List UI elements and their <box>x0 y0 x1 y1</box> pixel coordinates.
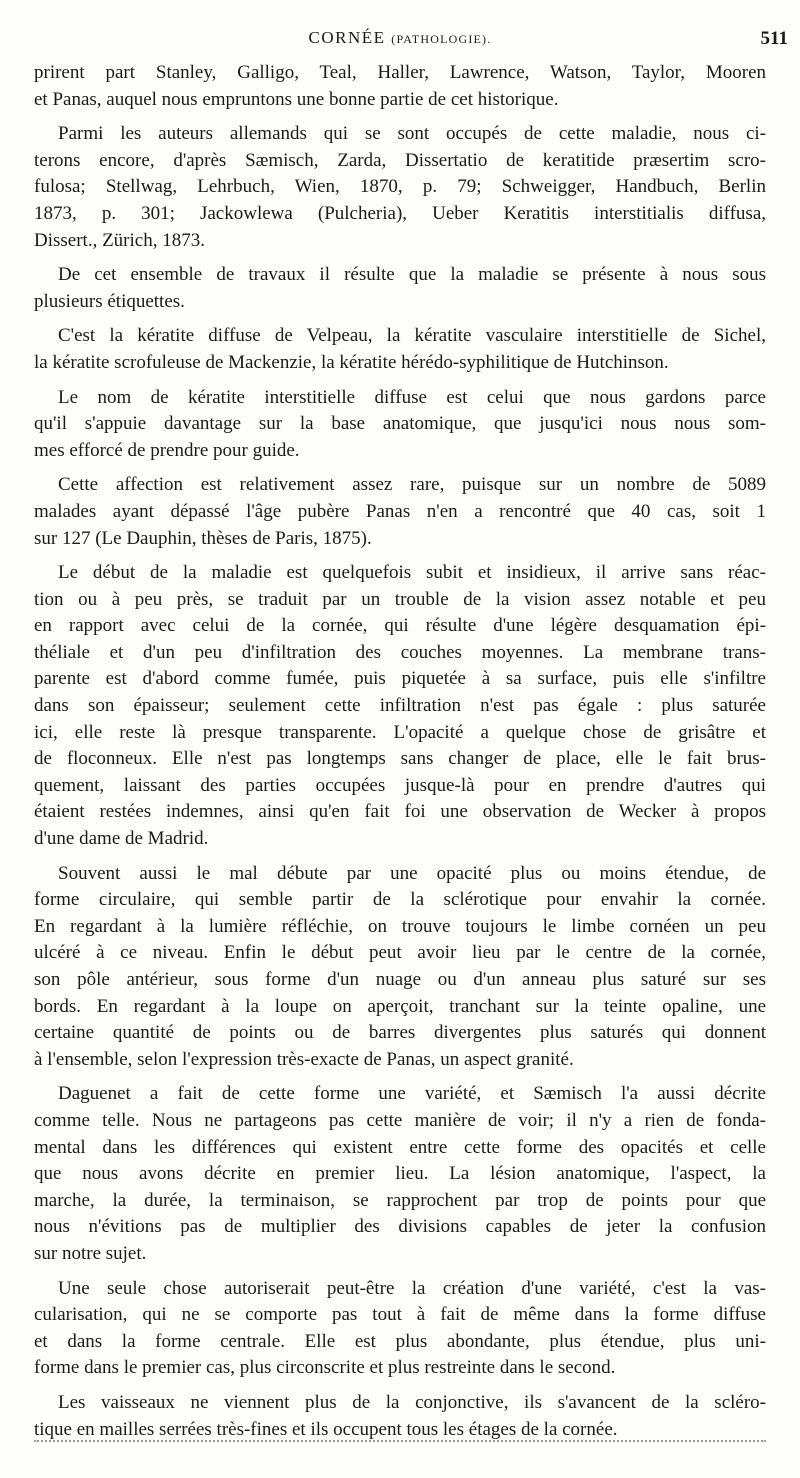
text-line: Une seule chose autoriserait peut-être la création d'une variété, c'est la vas- <box>58 1277 766 1299</box>
text-line: certaine quantité de points ou de barres divergentes plus saturés qui donnent <box>34 1022 766 1044</box>
text-line: plusieurs étiquettes. <box>34 290 185 312</box>
text-line: De cet ensemble de travaux il résulte que la maladie se présente à nous sous <box>58 264 766 286</box>
text-line: étaient restées indemnes, ainsi qu'en fait foi une observation de Wecker à propos <box>34 801 766 823</box>
text-line: tique en mailles serrées très-fines et ils occupent tous les étages de la cornée. <box>34 1418 618 1440</box>
running-title <box>0 28 800 48</box>
text-line: malades ayant dépassé l'âge pubère Panas n'en a rencontré que 40 cas, soit 1 <box>34 500 766 522</box>
text-line: 1873, p. 301; Jackowlewa (Pulcheria), Ueber Keratitis interstitialis diffusa, <box>34 202 766 224</box>
text-line: Souvent aussi le mal débute par une opacité plus ou moins étendue, de <box>58 862 766 884</box>
paragraph <box>34 560 766 853</box>
title-main: CORNÉE <box>308 28 386 47</box>
text-line: ici, elle reste là presque transparente. L'opacité a quelque chose de grisâtre et <box>34 721 766 743</box>
text-line: mental dans les différences qui existent entre cette forme des opacités et celle <box>34 1136 766 1158</box>
text-line: Parmi les auteurs allemands qui se sont occupés de cette maladie, nous ci- <box>58 123 766 145</box>
text-line: et Panas, auquel nous empruntons une bonne partie de cet historique. <box>34 88 559 110</box>
title-subtitle: (PATHOLOGIE). <box>391 32 492 46</box>
text-line: marche, la durée, la terminaison, se rapprochent par trop de points pour que <box>34 1189 766 1211</box>
paragraph <box>34 861 766 1074</box>
paragraph <box>34 323 766 376</box>
text-line: nous n'évitions pas de multiplier des divisions capables de jeter la confusion <box>34 1216 766 1238</box>
text-line: mes efforcé de prendre pour guide. <box>34 439 300 461</box>
text-line: Cette affection est relativement assez rare, puisque sur un nombre de 5089 <box>58 474 766 496</box>
text-line: forme dans le premier cas, plus circonscrite et plus restreinte dans le second. <box>34 1357 616 1379</box>
text-line: comme telle. Nous ne partageons pas cette manière de voir; il n'y a rien de fonda- <box>34 1109 766 1131</box>
paragraph <box>34 121 766 254</box>
text-line: Daguenet a fait de cette forme une variété, et Sæmisch l'a aussi décrite <box>58 1083 766 1105</box>
text-line: de floconneux. Elle n'est pas longtemps sans changer de place, elle le fait brus- <box>34 748 766 770</box>
text-line: ulcéré à ce niveau. Enfin le début peut avoir lieu par le centre de la cornée, <box>34 942 766 964</box>
paragraph <box>34 1081 766 1267</box>
text-line: à l'ensemble, selon l'expression très-exacte de Panas, un aspect granité. <box>34 1048 574 1070</box>
text-line: C'est la kératite diffuse de Velpeau, la kératite vasculaire interstitielle de Sichel, <box>58 325 766 347</box>
text-line: terons encore, d'après Sæmisch, Zarda, Dissertatio de keratitide præsertim scro- <box>34 149 766 171</box>
paragraph <box>34 385 766 465</box>
text-line: sur notre sujet. <box>34 1242 147 1264</box>
text-line: fulosa; Stellwag, Lehrbuch, Wien, 1870, p. 79; Schweigger, Handbuch, Berlin <box>34 176 766 198</box>
text-line: qu'il s'appuie davantage sur la base anatomique, que jusqu'ici nous nous som- <box>34 413 766 435</box>
paragraph <box>34 262 766 315</box>
text-line: en rapport avec celui de la cornée, qui résulte d'une légère desquamation épi- <box>34 615 766 637</box>
text-line: tion ou à peu près, se traduit par un trouble de la vision assez notable et peu <box>34 588 766 610</box>
text-line: Dissert., Zürich, 1873. <box>34 229 205 251</box>
text-line: cularisation, qui ne se comporte pas tout à fait de même dans la forme diffuse <box>34 1304 766 1326</box>
page-number: 511 <box>760 28 788 49</box>
text-line: En regardant à la lumière réfléchie, on trouve toujours le limbe cornéen un peu <box>34 915 766 937</box>
paragraph <box>34 472 766 552</box>
text-line: la kératite scrofuleuse de Mackenzie, la kératite hérédo-syphilitique de Hutchinson. <box>34 351 669 373</box>
text-line: dans son épaisseur; seulement cette infiltration n'est pas égale : plus saturée <box>34 695 766 717</box>
text-line: prirent part Stanley, Galligo, Teal, Haller, Lawrence, Watson, Taylor, Mooren <box>34 62 766 83</box>
body-text <box>34 60 766 1451</box>
text-line: parente est d'abord comme fumée, puis piquetée à sa surface, puis elle s'infiltre <box>34 668 766 690</box>
text-line: quement, laissant des parties occupées jusque-là pour en prendre d'autres qui <box>34 774 766 796</box>
running-header <box>0 28 800 54</box>
paragraph <box>34 1276 766 1382</box>
text-line: d'une dame de Madrid. <box>34 828 209 850</box>
text-line: Le début de la maladie est quelquefois subit et insidieux, il arrive sans réac- <box>58 562 766 584</box>
text-line: forme circulaire, qui semble partir de la sclérotique pour envahir la cornée. <box>34 889 766 911</box>
text-line: Les vaisseaux ne viennent plus de la conjonctive, ils s'avancent de la scléro- <box>58 1391 766 1413</box>
text-line: que nous avons décrite en premier lieu. La lésion anatomique, l'aspect, la <box>34 1163 766 1185</box>
footer-dotted-rule <box>34 1440 766 1442</box>
text-line: bords. En regardant à la loupe on aperçoit, tranchant sur la teinte opaline, une <box>34 995 766 1017</box>
paragraph <box>34 1390 766 1443</box>
text-line: et dans la forme centrale. Elle est plus abondante, plus étendue, plus uni- <box>34 1330 766 1352</box>
text-line: Le nom de kératite interstitielle diffuse est celui que nous gardons parce <box>58 386 766 408</box>
text-line: son pôle antérieur, sous forme d'un nuage ou d'un anneau plus saturé sur ses <box>34 969 766 990</box>
text-line: sur 127 (Le Dauphin, thèses de Paris, 1875). <box>34 527 372 549</box>
paragraph <box>34 60 766 113</box>
text-line: théliale et d'un peu d'infiltration des couches moyennes. La membrane trans- <box>34 641 766 663</box>
